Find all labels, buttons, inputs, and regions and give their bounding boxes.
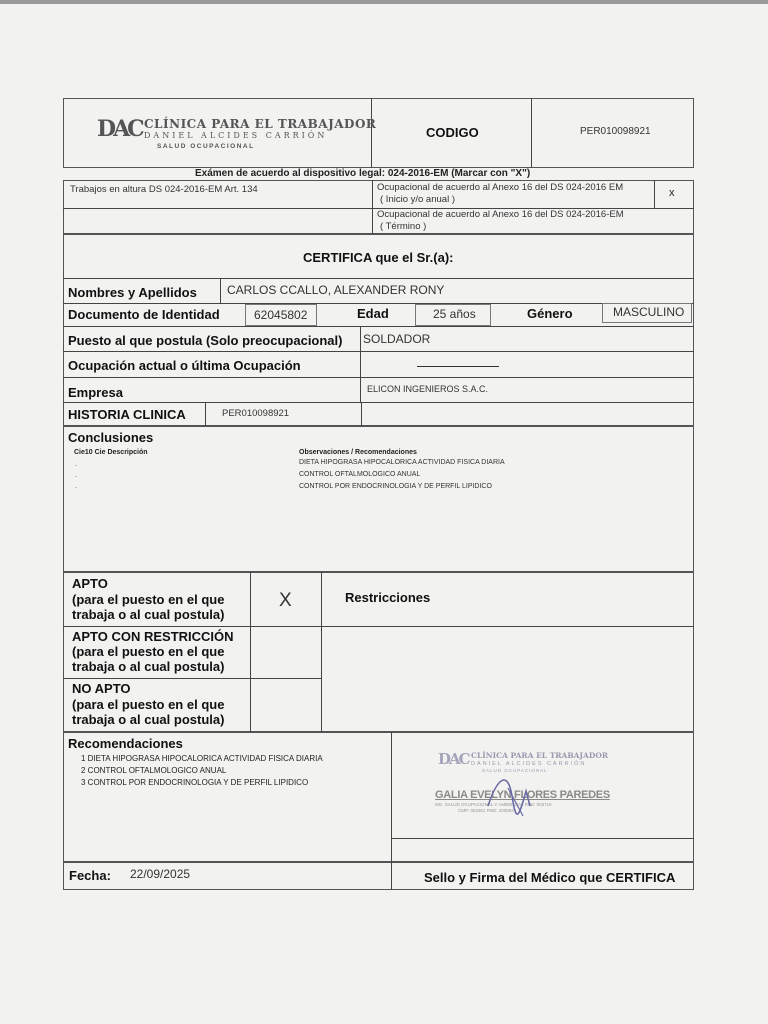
logo-title: CLÍNICA PARA EL TRABAJADOR [144, 117, 377, 131]
stamp-doctor-name: GALIA EVELYN FLORES PAREDES [435, 789, 610, 801]
empresa-label: Empresa [68, 385, 123, 400]
stamp-logo-icon: DAC [438, 750, 469, 768]
apto-desc-1: (para el puesto en el que [72, 592, 225, 607]
exam-option-inicio-mark: x [669, 187, 675, 199]
conclusiones-box [63, 426, 694, 572]
conclusiones-title: Conclusiones [68, 430, 154, 445]
stamp-title: CLÍNICA PARA EL TRABAJADOR [471, 751, 609, 760]
apto-desc-2: trabaja o al cual postula) [72, 607, 225, 622]
historia-label: HISTORIA CLINICA [68, 407, 186, 422]
apto-restriccion-title: APTO CON RESTRICCIÓN [72, 629, 234, 644]
logo-tagline: SALUD OCUPACIONAL [157, 143, 255, 150]
logo-subtitle: DANIEL ALCIDES CARRIÓN [144, 131, 328, 140]
ocupacion-label: Ocupación actual o última Ocupación [68, 358, 301, 373]
apto-title: APTO [72, 576, 108, 591]
codigo-value: PER010098921 [580, 126, 651, 137]
restricciones-label: Restricciones [345, 590, 431, 605]
stamp-doctor-numbers: CMP: 063301 RNE: 400682 [458, 808, 514, 813]
exam-option-altura: Trabajos en altura DS 024-2016-EM Art. 134 [70, 184, 258, 195]
obs-item: DIETA HIPOGRASA HIPOCALORICA ACTIVIDAD FISICA DIARIA [299, 459, 505, 466]
cie-bullet-3: . [75, 483, 77, 490]
scan-top-edge [0, 0, 768, 4]
obs-item: CONTROL OFTALMOLOGICO ANUAL [299, 471, 421, 478]
cie-bullet-2: . [75, 472, 77, 479]
genero-value: MASCULINO [613, 305, 685, 319]
stamp-subtitle: DANIEL ALCIDES CARRIÓN [471, 761, 587, 767]
stamp-tagline: SALUD OCUPACIONAL [482, 768, 548, 773]
genero-label: Género [527, 306, 573, 321]
puesto-label: Puesto al que postula (Solo preocupacional) [68, 333, 343, 348]
stamp-doctor-credentials: MG. SALUD OCUPACIONAL Y AMBIENTAL RNE: 003715 [435, 802, 552, 807]
logo-mark-icon: DAC [97, 116, 142, 142]
clinic-logo [97, 116, 377, 156]
nombres-value: CARLOS CCALLO, ALEXANDER RONY [227, 283, 445, 297]
cie-header: Cie10 Cie Descripción [74, 449, 148, 456]
firma-label: Sello y Firma del Médico que CERTIFICA [424, 870, 676, 885]
codigo-label: CODIGO [426, 125, 479, 140]
recomendacion-item: 3 CONTROL POR ENDOCRINOLOGIA Y DE PERFIL LIPIDICO [81, 778, 309, 787]
recomendaciones-title: Recomendaciones [68, 736, 183, 751]
historia-value: PER010098921 [222, 408, 290, 419]
edad-value: 25 años [433, 307, 476, 321]
fecha-label: Fecha: [69, 868, 111, 883]
exam-option-termino: Ocupacional de acuerdo al Anexo 16 del DS 024-2016-EM [377, 209, 624, 220]
no-apto-title: NO APTO [72, 681, 131, 696]
cie-bullet-1: . [75, 461, 77, 468]
apto-restriccion-desc-2: trabaja o al cual postula) [72, 659, 225, 674]
exam-option-inicio: Ocupacional de acuerdo al Anexo 16 del DS 024-2016 EM [377, 182, 624, 193]
obs-item: CONTROL POR ENDOCRINOLOGIA Y DE PERFIL LIPIDICO [299, 483, 492, 490]
no-apto-desc-2: trabaja o al cual postula) [72, 712, 225, 727]
documento-label: Documento de Identidad [68, 307, 220, 322]
puesto-value: SOLDADOR [363, 332, 431, 346]
signature-icon [478, 766, 538, 826]
no-apto-desc-1: (para el puesto en el que [72, 697, 225, 712]
documento-value: 62045802 [254, 308, 308, 322]
doctor-stamp [435, 748, 610, 823]
nombres-label: Nombres y Apellidos [68, 285, 197, 300]
empresa-value: ELICON INGENIEROS S.A.C. [367, 384, 489, 394]
exam-option-inicio-sub: ( Inicio y/o anual ) [380, 194, 455, 205]
apto-mark: X [279, 590, 292, 611]
certifica-heading: CERTIFICA que el Sr.(a): [303, 250, 454, 265]
fecha-value: 22/09/2025 [130, 867, 191, 881]
ocupacion-dash [417, 366, 499, 367]
apto-restriccion-desc-1: (para el puesto en el que [72, 644, 225, 659]
obs-header: Observaciones / Recomendaciones [299, 449, 417, 456]
recomendacion-item: 1 DIETA HIPOGRASA HIPOCALORICA ACTIVIDAD FISICA DIARIA [81, 754, 323, 763]
edad-label: Edad [357, 306, 389, 321]
exam-option-termino-sub: ( Término ) [380, 221, 427, 232]
recomendacion-item: 2 CONTROL OFTALMOLOGICO ANUAL [81, 766, 227, 775]
exam-title: Exámen de acuerdo al dispositivo legal: 024-2016-EM (Marcar con "X") [195, 168, 531, 179]
